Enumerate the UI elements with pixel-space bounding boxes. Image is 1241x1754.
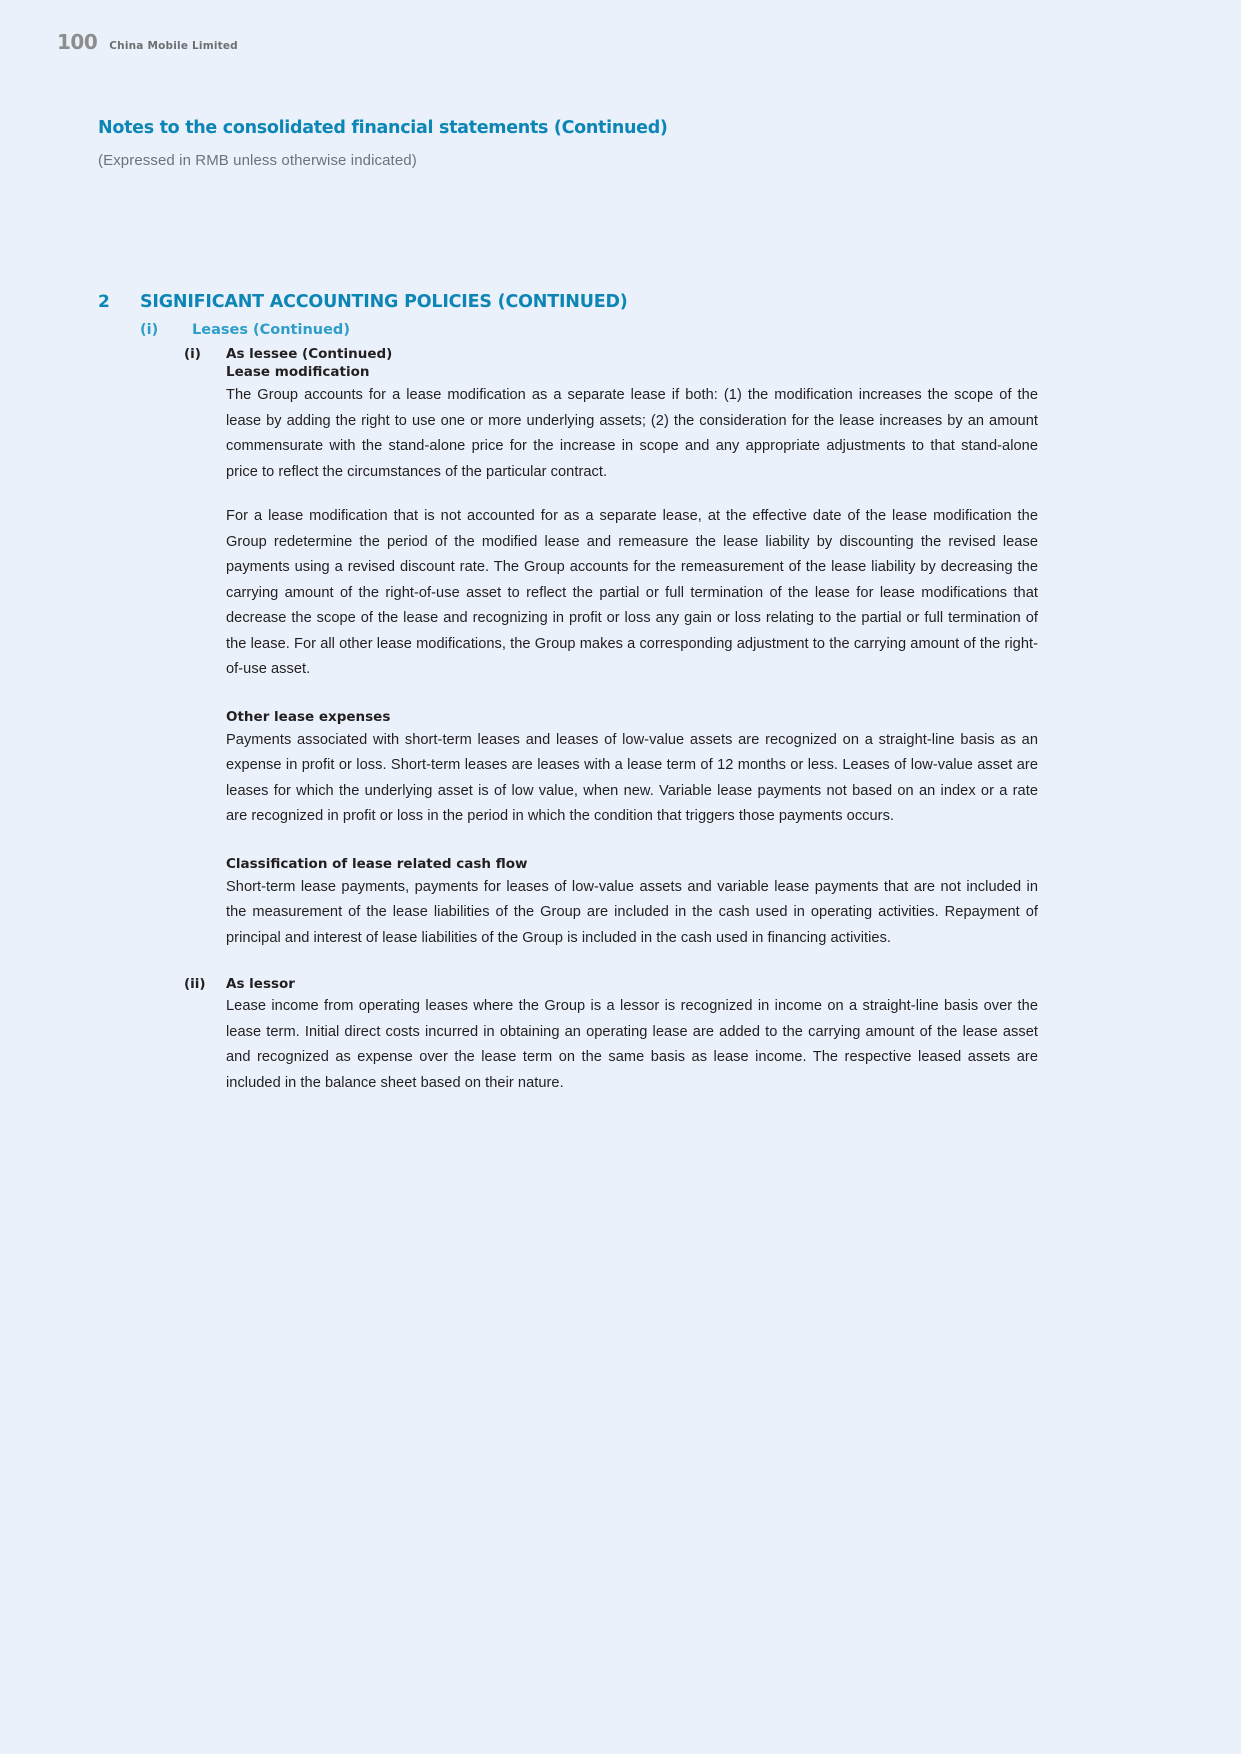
page-title: Notes to the consolidated financial statements (Continued) xyxy=(98,118,668,138)
block-heading-lease-modification: Lease modification xyxy=(226,364,370,380)
page-number: 100 xyxy=(57,30,98,54)
subsection-number: (i) xyxy=(140,322,159,338)
paragraph: Lease income from operating leases where the Group is a lessor is recognized in income on a straight-line basis over the lease term. Initial direct costs incurred in obtaining an operating lease are added to the carrying amount of the lease asset and recognized as expense over the lease term on the same basis as lease income. The respective leased assets are included in the balance sheet based on their nature. xyxy=(226,998,1038,1091)
section-number: 2 xyxy=(98,292,110,312)
paragraph: The Group accounts for a lease modification as a separate lease if both: (1) the modification increases the scope of the lease by adding the right to use one or more underlying assets; (2) the consideration for the lease increases by an amount commensurate with the stand-alone price for the increase in scope and any appropriate adjustments to that stand-alone price to reflect the circumstances of the particular contract. xyxy=(226,387,1038,480)
spacer xyxy=(226,830,1038,856)
item-body xyxy=(226,994,1038,1096)
page-header xyxy=(57,32,238,52)
paragraph: Payments associated with short-term leases and leases of low-value assets are recognized on a straight-line basis as an expense in profit or loss. Short-term leases are leases with a lease term of 12 months or less. Leases of low-value asset are leases for which the underlying asset is of low value, when new. Variable lease payments not based on an index or a rate are recognized in profit or loss in the period in which the condition that triggers those payments occurs. xyxy=(226,731,1038,824)
item-number: (i) xyxy=(184,346,201,362)
section-title: SIGNIFICANT ACCOUNTING POLICIES (CONTINUED) xyxy=(140,292,628,312)
spacer xyxy=(226,683,1038,709)
page-content xyxy=(98,292,1078,1096)
paragraph: For a lease modification that is not accounted for as a separate lease, at the effective date of the lease modification the Group redetermine the period of the modified lease and remeasure the lease liability by discounting the revised lease payments using a revised discount rate. The Group accounts for the remeasurement of the lease liability by decreasing the carrying amount of the right-of-use asset to reflect the partial or full termination of the lease for lease modifications that decrease the scope of the lease and recognizing in profit or loss any gain or loss relating to the partial or full termination of the lease. For all other lease modifications, the Group makes a corresponding adjustment to the carrying amount of the right-of-use asset. xyxy=(226,508,1038,677)
spacer xyxy=(226,485,1038,504)
item-heading xyxy=(184,346,1078,362)
block-heading-other-lease-expenses: Other lease expenses xyxy=(226,708,391,725)
page-subtitle: (Expressed in RMB unless otherwise indicated) xyxy=(98,152,417,169)
company-name: China Mobile Limited xyxy=(109,40,238,52)
item-heading xyxy=(184,976,1078,992)
item-title: As lessor xyxy=(226,976,295,992)
item-number: (ii) xyxy=(184,976,206,992)
paragraph: Short-term lease payments, payments for leases of low-value assets and variable lease payments that are not included in the measurement of the lease liabilities of the Group are included in the cash used in operating activities. Repayment of principal and interest of lease liabilities of the Group is included in the cash used in financing activities. xyxy=(226,878,1038,946)
subsection-title: Leases (Continued) xyxy=(192,322,350,338)
block-heading-classification-of-lease-related-cash-flow: Classification of lease related cash flow xyxy=(226,855,528,872)
item-body xyxy=(226,364,1038,951)
item-title: As lessee (Continued) xyxy=(226,346,393,362)
section-heading xyxy=(98,292,1078,312)
subsection-heading xyxy=(140,322,1078,338)
spacer xyxy=(98,951,1078,976)
